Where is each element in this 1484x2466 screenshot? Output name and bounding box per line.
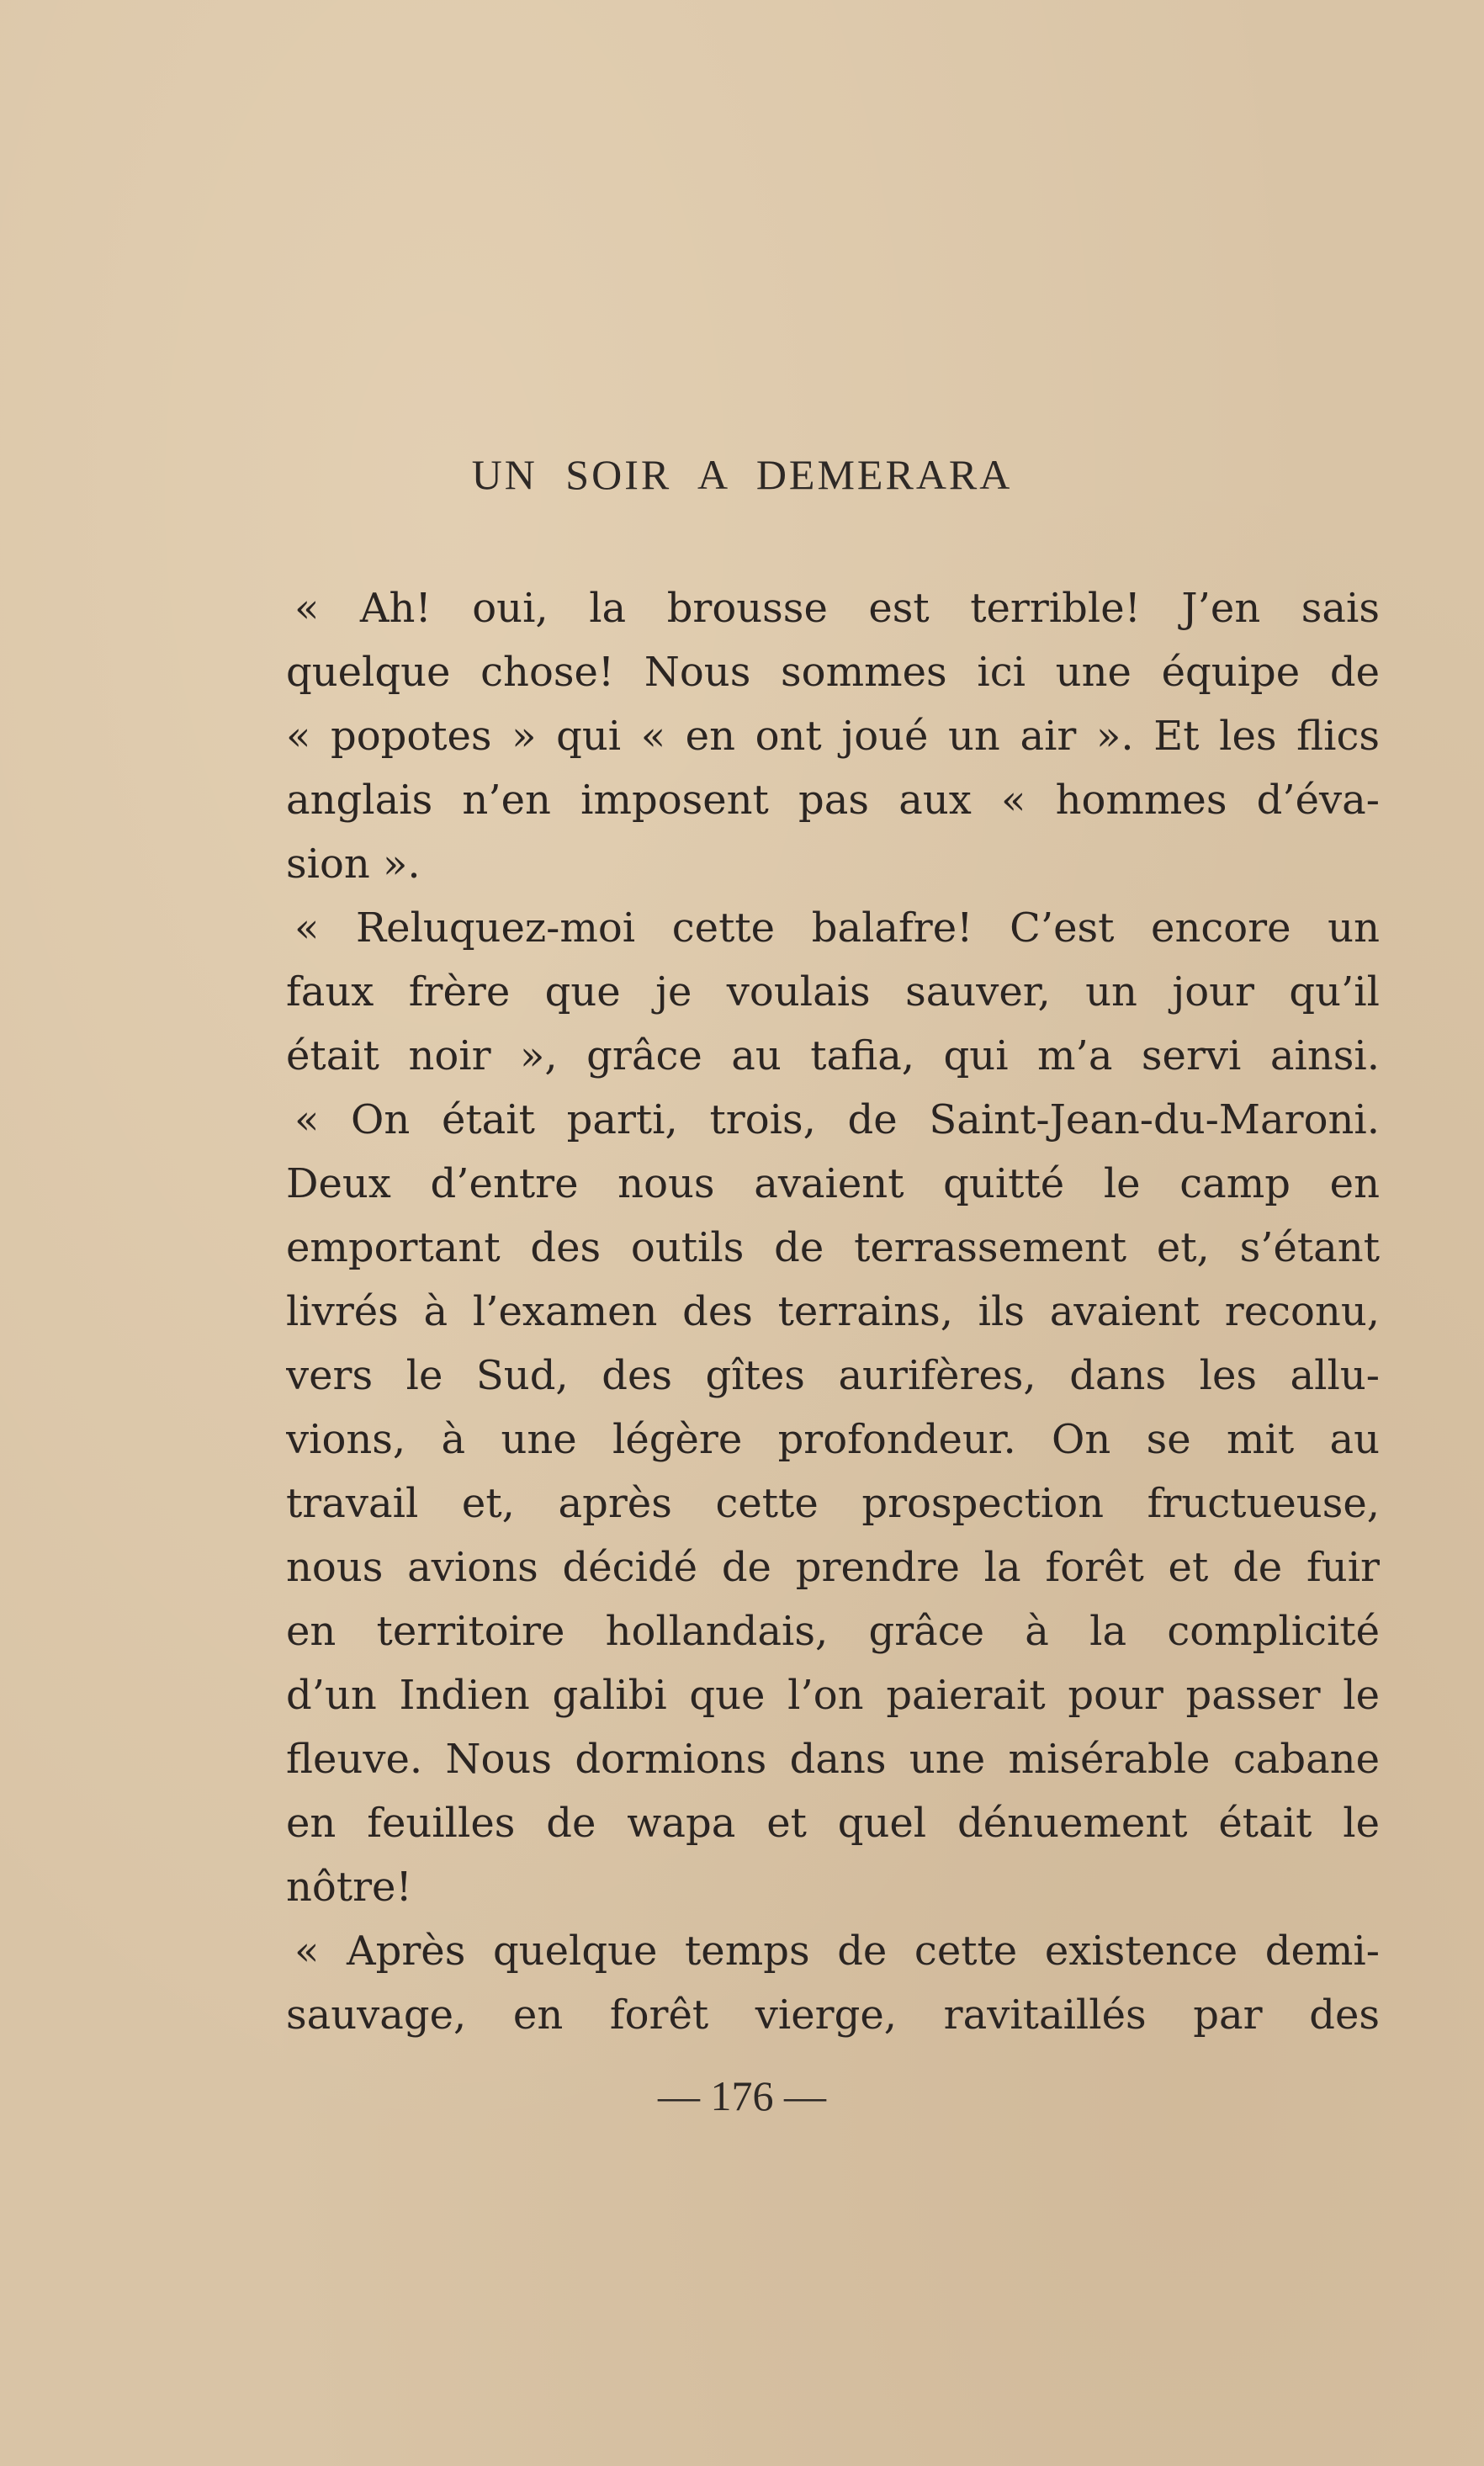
text-line: faux frère que je voulais sauver, un jour qu’il — [286, 968, 1380, 1016]
text-line: « Ah! oui, la brousse est terrible! J’en sais — [294, 585, 1380, 632]
text-line: quelque chose! Nous sommes ici une équipe de — [286, 649, 1380, 696]
text-line: nous avions décidé de prendre la forêt et de fuir — [286, 1544, 1380, 1591]
text-line: travail et, après cette prospection fructueuse, — [286, 1480, 1380, 1527]
text-line: en feuilles de wapa et quel dénuement était le — [286, 1800, 1380, 1847]
text-line: sauvage, en forêt vierge, ravitaillés par des — [286, 1991, 1380, 2039]
body-text — [286, 576, 1380, 2047]
running-head: UN SOIR A DEMERARA — [471, 451, 1013, 498]
text-line: livrés à l’examen des terrains, ils avaient reconu, — [286, 1288, 1380, 1335]
text-line: vers le Sud, des gîtes aurifères, dans les allu- — [286, 1352, 1380, 1399]
text-line: était noir », grâce au tafia, qui m’a servi ainsi. — [286, 1032, 1380, 1079]
text-line: emportant des outils de terrassement et, s’étant — [286, 1224, 1380, 1271]
text-line: « Après quelque temps de cette existence demi- — [294, 1928, 1380, 1975]
text-line: « popotes » qui « en ont joué un air ». Et les flics — [286, 713, 1380, 760]
page-number: — 176 — — [658, 2072, 826, 2119]
text-line: Deux d’entre nous avaient quitté le camp en — [286, 1160, 1380, 1207]
text-line: sion ». — [286, 841, 421, 888]
text-line: « On était parti, trois, de Saint-Jean-du-Maroni. — [294, 1096, 1380, 1143]
text-line: nôtre! — [286, 1864, 412, 1911]
text-line: d’un Indien galibi que l’on paierait pour passer le — [286, 1672, 1380, 1719]
text-line: « Reluquez-moi cette balafre! C’est encore un — [294, 904, 1380, 952]
text-line: fleuve. Nous dormions dans une misérable cabane — [286, 1736, 1380, 1783]
text-line: vions, à une légère profondeur. On se mit au — [286, 1416, 1380, 1463]
text-line: anglais n’en imposent pas aux « hommes d’éva- — [286, 777, 1380, 824]
text-line: en territoire hollandais, grâce à la complicité — [286, 1608, 1380, 1655]
